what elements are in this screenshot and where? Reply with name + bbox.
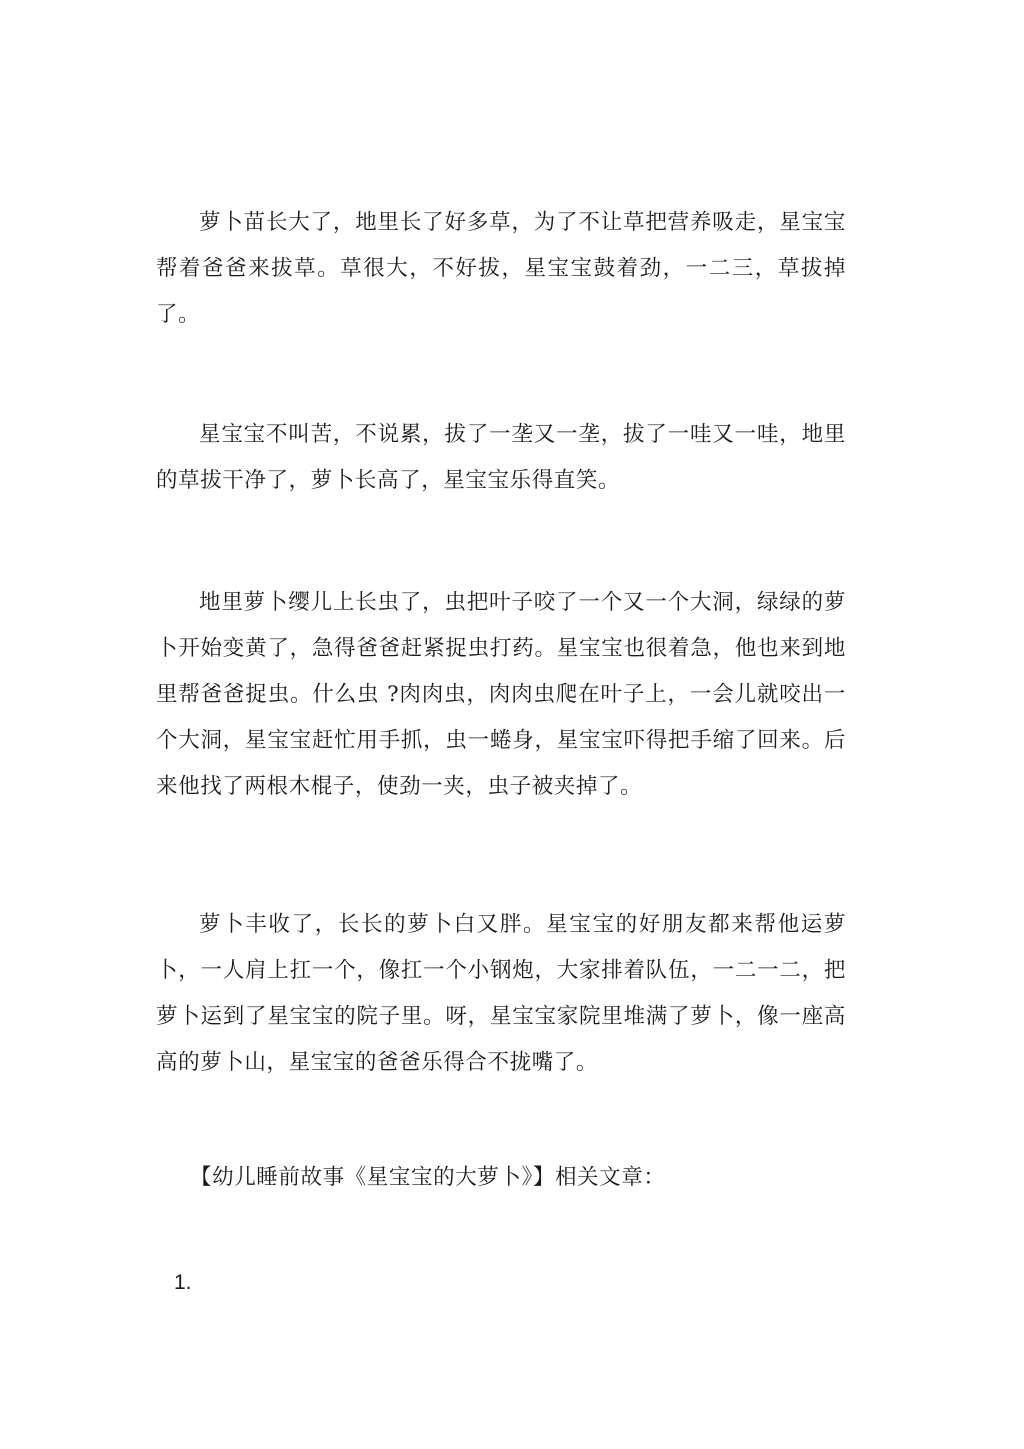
story-paragraph-2: 星宝宝不叫苦，不说累，拔了一垄又一垄，拔了一哇又一哇，地里的草拔干净了，萝卜长高了，星宝宝乐得直笑。: [156, 422, 846, 493]
related-articles-heading: 【幼儿睡前故事《星宝宝的大萝卜》】相关文章：: [190, 1165, 666, 1190]
story-paragraph-3: 地里萝卜缨儿上长虫了，虫把叶子咬了一个又一个大洞，绿绿的萝卜开始变黄了，急得爸爸赶紧捉虫打药。星宝宝也很着急，他也来到地里帮爸爸捉虫。什么虫 ?肉肉虫，肉肉虫爬在叶子上，一会儿就咬出一个大洞，星宝宝赶忙用手抓，虫一蜷身，星宝宝吓得把手缩了回来。后来他找了两根木棍子，使劲一夹，虫子被夹掉了。: [156, 590, 846, 799]
story-paragraph-1: 萝卜苗长大了，地里长了好多草，为了不让草把营养吸走，星宝宝帮着爸爸来拔草。草很大，不好拔，星宝宝鼓着劲，一二三，草拔掉了。: [156, 210, 846, 327]
related-list-item-1[interactable]: 1.: [174, 1271, 192, 1294]
story-paragraph-4: 萝卜丰收了，长长的萝卜白又胖。星宝宝的好朋友都来帮他运萝卜，一人肩上扛一个，像扛一个小钢炮，大家排着队伍，一二一二，把萝卜运到了星宝宝的院子里。呀，星宝宝家院里堆满了萝卜，像一座高高的萝卜山，星宝宝的爸爸乐得合不拢嘴了。: [156, 912, 846, 1075]
